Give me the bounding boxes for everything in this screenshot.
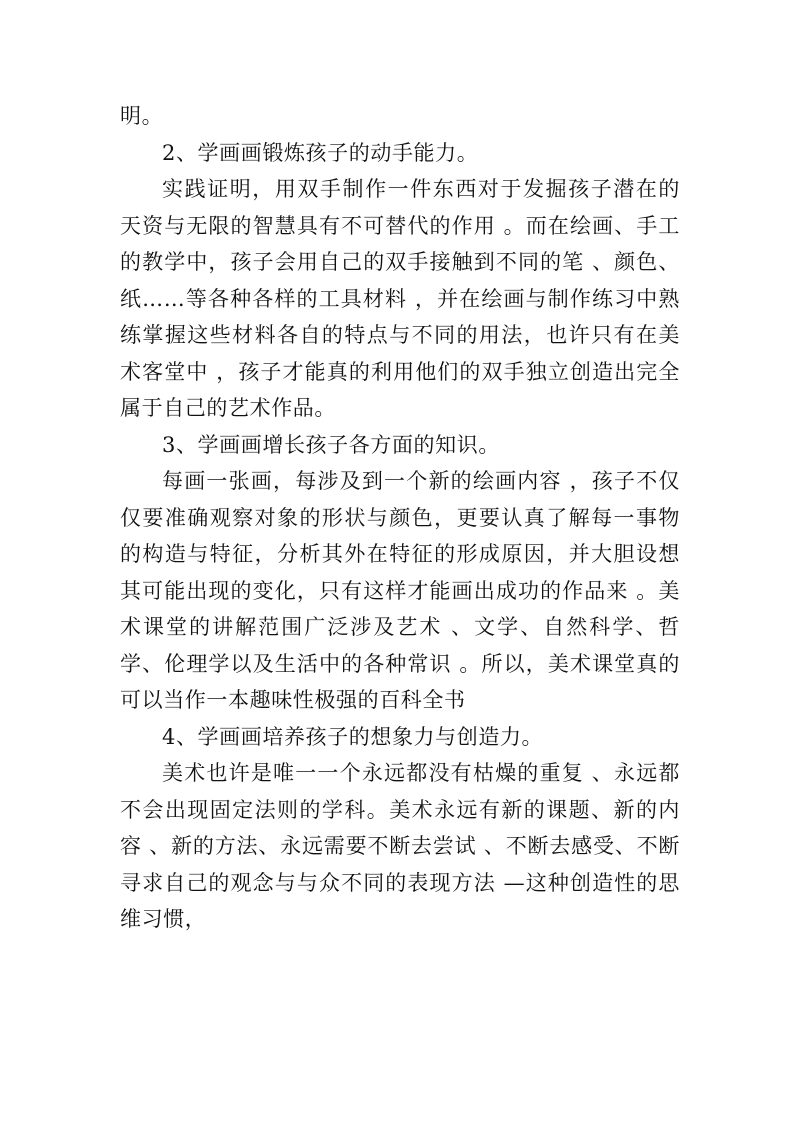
paragraph-continuation: 明。 (120, 104, 164, 128)
document-body (120, 98, 680, 938)
paragraph-point-2: 实践证明，用双手制作一件东西对于发掘孩子潜在的天资与无限的智慧具有不可替代的作用 。而在绘画、手工的教学中，孩子会用自己的双手接触到不同的笔 、颜色、纸……等各种各样的工具材料 ，并在绘画与制作练习中熟练掌握这些材料各自的特点与不同的用法，也许只有在美术客堂中 ，孩子才能真的利用他们的双手独立创造出完全属于自己的艺术作品。 (120, 177, 680, 420)
paragraph-point-4: 美术也许是唯一一个永远都没有枯燥的重复 、永远都不会出现固定法则的学科。美术永远有新的课题、新的内容 、新的方法、永远需要不断去尝试 、不断去感受、不断寻求自己的观念与与众不同的表现方法 —这种创造性的思维习惯， (120, 761, 680, 931)
heading-point-3: 3、学画画增长孩子各方面的知识。 (162, 432, 500, 457)
paragraph-point-3: 每画一张画，每涉及到一个新的绘画内容 ，孩子不仅仅要准确观察对象的形状与颜色，更要认真了解每一事物的构造与特征，分析其外在特征的形成原因，并大胆设想其可能出现的变化，只有这样才能画出成功的作品来 。美术课堂的讲解范围广泛涉及艺术 、文学、自然科学、哲学、伦理学以及生活中的各种常识 。所以，美术课堂真的可以当作一本趣味性极强的百科全书 (120, 469, 680, 712)
heading-point-4: 4、学画画培养孩子的想象力与创造力。 (162, 724, 544, 749)
heading-point-2: 2、学画画锻炼孩子的动手能力。 (162, 140, 479, 165)
